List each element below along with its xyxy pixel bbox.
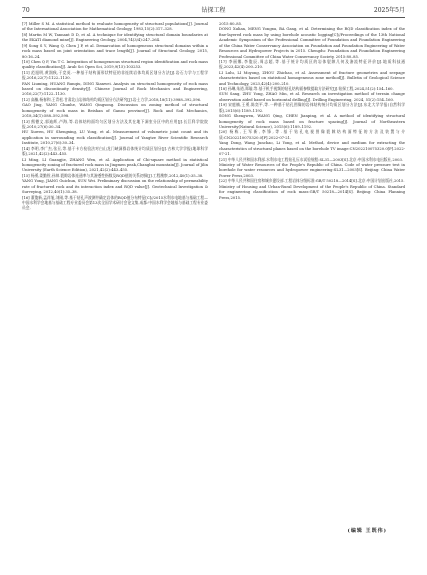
reference-entry: [14] 李明,李广杰,张丑,等.基于卡方检验法对白山龙门峡洞群岩体统计均质区划分[J].吉林大学学报(地球科学版),2021,42(2):443–455. <box>22 146 208 157</box>
reference-entry: [19] 宋庭楠,王勇,陈奕平,等.一种基于钻孔图像的岩体结构统计均质区划分方法[J].东北大学学报(自然科学版),2015(6):1189–1192. <box>219 103 405 113</box>
reference-entry: [8] Martin M W, Tannant D D, et al. A technique for identifying structural domain boundaries at the EKATI diamond mine[J]. Engineering Geology, 2004,74(3/4):247–264. <box>22 32 208 43</box>
reference-entry: [20] 杨栋,王军新,李锋,等.基于钻孔电视图像裂隙结构面特征的方法及装置与介质:CN202210075320.0[P].2022-07-21. <box>219 130 405 140</box>
reference-entry: FAN Liuming, HUANG Runqiu, DING Xianwei. Analysis on structural homogeneity of rock mass based on discontinuity density[J]. Chinese Journal of Rock Mechanics and Engineering, 2016,22(7):1122–1130. <box>22 81 208 97</box>
reference-entry: [12] 高楠,杨春和,王青松.甘肃北山岩体结构均质区划分方法研究[J].岩土力学,2018,18(11):3988–392,596. <box>22 97 202 102</box>
reference-entry: LI Ming, LI Guangjie, ZHANG Wen, et al. Application of Chi-square method in statistical homogeneity zoning of fractured rock mass in Jingmen peak,Changbai mountain[J]. Journal of Jilin University (Earth Science Edition), 2021,42(2):443–455. <box>22 157 208 173</box>
page-number: 70 <box>22 7 30 14</box>
reference-entry: HU Xuwen, HU Shengxing, LU Yong, et al. Measurement of volumetric joint count and its application in surrounding rock classification[J]. Journal of Yangtze River Scientific Research Institute, 2010,27(6):30–34. <box>22 130 208 146</box>
reference-entry: [7] Miller S M. A statistical method to evaluate homogeneity of structural populations[J]. Journal of the International Association for Mathematical Geology, 1983,15(2):317–328. <box>22 22 208 32</box>
reference-entry: [22] 中华人民共和国住房和城乡建设部.工程岩体分级标准:GB/T 50218—2014[S].北京:中国计划出版社,2015. <box>219 179 405 184</box>
reference-entry: SUN Sang, ZHU Yong, ZHAO Min, et al. Research on investigation method of terrain change observation aided based on horizontal drilling[J]. Drilling Engineering, 2024, 51(2):154–160. <box>219 92 405 102</box>
reference-entry: [16] 董俊新,孟祥旭,刘刚,等.基于钻孔声波测井确定岩体的RQD值分布特征[C]//2015水利水电地基与基础工程—中国水利学会地基与基础工程专业委员会第13次全国学术研讨会论文集.成都:中国水利学会地基与基础工程专业委员会, <box>22 195 208 211</box>
issue-date: 2025年5月 <box>373 7 405 14</box>
reference-entry: [18] 孙琳,朱道,郑瑜,等.基于机手视频的钻孔结构面参数提取方法研究[J].钻探工程,2024,51(2):154–160. <box>219 87 394 92</box>
reference-entry: LI Lulu, LI Moyong, ZHOU Zhichao, et al. Assessment of fracture geometries and seepage characteristics based on statistical homogeneous zone method[J]. Bulletin of Geological Science and Technology, 2023,42(4):200–210. <box>219 70 405 86</box>
reference-entry: YANG Yong, JIANG Guichun, SUN Wei. Preliminary discussion on the relationship of permeability rate of fractured rock and its interaction index and RQD value[J]. Geotechnical Investigation & Surveying, 2012,40(1):35–38. <box>22 179 208 195</box>
reference-entry: [10] Chen Q F, Yin T C. Integration of homogeneous structural region identification and rock mass quality classification[J]. Arab Sci Open Sci, 2019,9(15):103253. <box>22 59 208 70</box>
reference-entry: SONG Shengwen, WANG Qing, CHEN Jianping, et al. A method of identifying structural homogeneity of rock mass based on fracture spacing[J]. Journal of Northeastern University(Natural Science), 2015(6):1189–1192. <box>219 114 405 130</box>
reference-entry: [15] 杨勇,姜勤俭,孙帅.裂隙岩体连通率与其渗透性指数及RQD值的关系初探[J].工程勘察,2012,40(1):35–38. <box>22 173 204 178</box>
reference-entry: Ministry of Water Resources of the People's Republic of China. Code of water pressure test in borehole for water resources and hydropower engineering:SL31—2003[S]. Beijing: China Water Power Press,2003. <box>219 162 405 178</box>
reference-entry: [13] 熊德文,郭迪辉,卢海,等.岩体结构面均匀区划分方法及其在地下洞室分区中的应用[J].长江科学院院报,2010,27(6):30–34. <box>22 119 208 130</box>
reference-entry: [9] Song S Y, Wang Q, Chen J P, et al. Demarcation of homogeneous structural domains within a rock mass based on joint orientation and trace length[J]. Journal of Structural Geology, 2015, 80:16–24. <box>22 43 208 59</box>
reference-entry: 2015:80–85. <box>219 22 243 26</box>
references-left-column <box>22 22 208 212</box>
journal-title: 钻探工程 <box>201 7 226 14</box>
references-right-column <box>219 22 405 201</box>
reference-entry: DONG Xulian, MENG Yongxu, BA Gang, et al. Determining the RQD classification index of the fine-layered rock mass by using borehole acoustic logging[C]//Proceedings of the 13th National Academic Symposium of the Professional Committee of Foundation and Foundation Engineering of the China Water Conservancy Association on Foundation and Foundation Engineering of Water Resources and Hydropower Projects in 2015. Chengdu: Foundation and Foundation Engineering Professional Committee of China Water Conservancy Society, 2015:80–85. <box>219 27 405 59</box>
reference-entry: [17] 李丽娜,李俊辰,周志超,等.基于统计均质区的岩体裂隙几何及渗流特征评价[J].地质科技通报,2023,42(4):200–210. <box>219 59 405 70</box>
reference-entry: Ministry of Housing and Urban-Rural Development of the People's Republic of China. Standard for engineering classification of rock mass:GB/T 50218—2014[S]. Beijing: China Planning Press,2015. <box>219 184 405 200</box>
reference-entry: GAO Jing, YANG Chunhe, WANG Qingsong. Discussion on zoning method of structural homogeneity of rock mass in Beishan of Gansu province[J]. Rock and Soil Mechanics, 2018,34(1):588–592,598. <box>22 103 208 119</box>
reference-entry: [21] 中华人民共和国水利部.水利水电工程钻孔压水试验规程:SL31—2003[S].北京:中国水利水电出版社,2003. <box>219 157 404 162</box>
page-header <box>22 5 405 18</box>
reference-entry: Yang Dong, Wang Junchao, Li Yong, et al. Method, device and medium for extracting the characteristics of structural planes based on the borehole TV image:CN202210075320.0[P].2022-07-21. <box>219 141 405 157</box>
reference-entry: [11] 范旭明,黄润秋,于竞英.一种基于结构面形状特征的非连续岩体均质区划分方法[J].岩石力学与工程学报,2016,22(7):1122–1130. <box>22 70 208 81</box>
editor-note: (编辑 王既伟) <box>347 528 387 534</box>
